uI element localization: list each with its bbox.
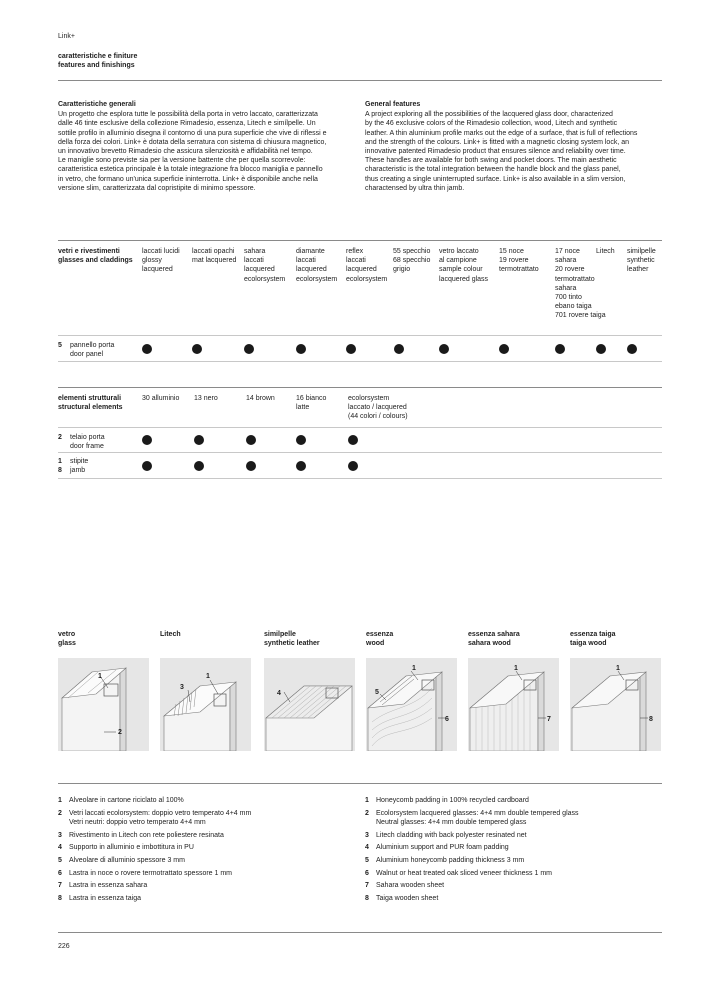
availability-dot	[394, 344, 404, 354]
legend-text: Lastra in noce o rovere termotrattato spessore 1 mm	[69, 869, 233, 877]
legend-number: 8	[365, 894, 369, 902]
availability-dot	[439, 344, 449, 354]
callout-number: 1	[98, 673, 102, 680]
callout-number: 1	[412, 665, 416, 672]
col-line: ecolorsystem	[296, 275, 338, 283]
section-label-it: essenza	[366, 631, 394, 638]
col-line: laccati opachi	[192, 248, 235, 255]
glass-col-diamante	[296, 247, 337, 284]
row-label-it: telaio porta	[70, 434, 105, 441]
legend-text: Rivestimento in Litech con rete poliestere resinata	[69, 831, 224, 839]
col-line: similpelle	[627, 248, 656, 255]
legend-item	[365, 881, 579, 891]
general-line: caratteristica estetica principale è la totale integrazione fra blocco maniglia e pannello	[58, 166, 323, 174]
legend-number: 6	[365, 869, 369, 877]
structural-row-rule	[58, 427, 662, 428]
legend-item	[365, 894, 579, 904]
section-label-synthetic-leather	[264, 630, 320, 648]
col-line: 19 rovere	[499, 257, 529, 265]
general-line: by the 46 exclusive colors of the Rimadesio collection, wood, Litech and synthetic	[365, 120, 618, 128]
col-line: latte	[296, 404, 310, 412]
general-features-en	[365, 100, 663, 193]
glass-col-noce-rovere	[499, 247, 539, 275]
col-line: grigio	[393, 266, 411, 274]
callout-number: 2	[118, 729, 122, 736]
col-line: laccati lucidi	[142, 248, 180, 255]
glasses-table-bottom-rule	[58, 361, 662, 362]
glass-col-vetro-laccato	[439, 247, 488, 284]
general-body-en	[365, 110, 663, 193]
general-line: Le maniglie sono previste sia per la versione battente che per quella scorrevole:	[58, 157, 306, 165]
section-label-en: synthetic leather	[264, 640, 320, 648]
general-line: leather. A thin aluminium profile marks out the edge of a surface, that is full of reflections	[365, 129, 638, 137]
struct-col-alluminio	[142, 394, 179, 403]
glasses-table-top-rule	[58, 240, 662, 241]
glasses-heading-en: glasses and claddings	[58, 257, 133, 265]
glasses-row-rule	[58, 335, 662, 336]
legend-item	[58, 843, 251, 853]
col-line: lacquered	[346, 266, 377, 274]
structural-heading-en: structural elements	[58, 404, 123, 412]
legend-text: Alveolare di alluminio spessore 3 mm	[69, 856, 185, 864]
col-line: 20 rovere	[555, 266, 585, 274]
col-line: termotrattato	[555, 275, 595, 283]
legend-number: 2	[365, 809, 369, 817]
section-drawing-taiga-wood	[570, 658, 661, 751]
row-label-it: stipite	[70, 458, 89, 465]
legend-text: Ecolorsystem lacquered glasses: 4+4 mm double tempered glass	[376, 809, 579, 817]
callout-number: 8	[649, 716, 653, 723]
legend-text: Lastra in essenza taiga	[69, 894, 141, 902]
row-label-en: door panel	[70, 351, 104, 359]
section-label-taiga-wood	[570, 630, 616, 648]
col-line: ecolorsystem	[346, 275, 388, 283]
col-line: 15 noce	[499, 248, 524, 255]
section-label-it: Litech	[160, 631, 181, 638]
col-line: glossy	[142, 257, 162, 265]
col-line: laccato / lacquered	[348, 404, 407, 412]
struct-col-nero	[194, 394, 218, 403]
legend-number: 4	[58, 844, 62, 852]
callout-number: 1	[514, 665, 518, 672]
availability-dot	[142, 435, 152, 445]
general-line: versione slim, caratterizzata dal copristipite di minimo spessore.	[58, 184, 256, 192]
section-drawing-synthetic-leather	[264, 658, 355, 751]
col-line: 13 nero	[194, 395, 218, 402]
legend-item	[58, 856, 251, 866]
section-drawing-litech	[160, 658, 251, 751]
general-line: dalle 46 tinte esclusive della collezione Rimadesio, essenza, Litech e simílpelle. Un	[58, 120, 316, 128]
legend-number: 8	[58, 894, 62, 902]
col-line: ebano taiga	[555, 303, 592, 311]
section-label-it: essenza sahara	[468, 631, 520, 638]
legend-item	[58, 869, 251, 879]
section-label-en: glass	[58, 640, 76, 648]
col-line: 14 brown	[246, 395, 275, 402]
col-line: sahara	[555, 257, 577, 265]
callout-number: 1	[206, 673, 210, 680]
general-line: un innovativo brevetto Rimadesio che assicura silenziosità e affidabilità nel tempo.	[58, 148, 313, 156]
availability-dot	[596, 344, 606, 354]
row-label-en: jamb	[70, 467, 86, 475]
legend-number: 7	[365, 882, 369, 890]
glass-col-sahara-taiga	[555, 247, 606, 321]
availability-dot	[296, 461, 306, 471]
legend-number: 5	[58, 856, 62, 864]
availability-dot	[244, 344, 254, 354]
availability-dot	[499, 344, 509, 354]
glass-col-specchio	[393, 247, 430, 275]
legend-item	[365, 831, 579, 841]
col-line: al campione	[439, 257, 477, 265]
legend-number: 3	[365, 831, 369, 839]
general-line: Un progetto che esplora tutte le possibilità della porta in vetro laccato, caratterizzata	[58, 111, 318, 119]
col-line: leather	[627, 266, 649, 274]
legend-en	[365, 796, 579, 903]
availability-dot	[346, 344, 356, 354]
legend-number: 7	[58, 882, 62, 890]
availability-dot	[627, 344, 637, 354]
col-line: laccati	[346, 257, 366, 265]
legend-item	[365, 796, 579, 806]
structural-heading	[58, 394, 123, 412]
row-number: 2	[58, 434, 62, 441]
callout-number: 3	[180, 684, 184, 691]
availability-dot	[348, 435, 358, 445]
availability-dot	[348, 461, 358, 471]
availability-dot	[192, 344, 202, 354]
availability-dot	[296, 435, 306, 445]
glass-col-sahara	[244, 247, 285, 284]
page-number: 226	[58, 943, 70, 950]
callout-number: 4	[277, 690, 281, 697]
row-door-frame	[58, 433, 105, 451]
row-door-panel	[58, 341, 114, 359]
col-line: ecolorsystem	[348, 395, 390, 402]
legend-number: 1	[365, 797, 369, 804]
col-line: sample colour	[439, 266, 483, 274]
row-number-2: 8	[58, 467, 62, 475]
header-divider	[58, 80, 662, 81]
col-line: lacquered	[296, 266, 327, 274]
general-title-it: Caratteristiche generali	[58, 101, 136, 108]
structural-table-bottom-rule	[58, 478, 662, 479]
general-line: characteristic is the total integration between the handle block and the glass panel,	[365, 166, 621, 174]
structural-heading-it: elementi strutturali	[58, 395, 122, 402]
section-label-en: wood	[366, 640, 385, 648]
legend-text: Lastra in essenza sahara	[69, 882, 148, 890]
col-line: mat lacquered	[192, 257, 237, 265]
legend-top-rule	[58, 783, 662, 784]
legend-text-2: Vetri neutri: doppio vetro temperato 4+4 mm	[69, 819, 206, 827]
legend-number: 4	[365, 844, 369, 852]
col-line: 701 rovere taiga	[555, 312, 606, 320]
footer-rule	[58, 932, 662, 933]
legend-text: Supporto in alluminio e imbottitura in PU	[69, 844, 194, 852]
legend-number: 3	[58, 831, 62, 839]
col-line: 16 bianco	[296, 395, 327, 402]
col-line: termotrattato	[499, 266, 539, 274]
col-line: lacquered glass	[439, 275, 489, 283]
legend-number: 5	[365, 856, 369, 864]
general-line: thus creating a single uninterrupted surface. Link+ is also available in a slim version,	[365, 175, 626, 183]
availability-dot	[555, 344, 565, 354]
availability-dot	[142, 461, 152, 471]
callout-number: 6	[445, 716, 449, 723]
col-line: Litech	[596, 248, 615, 255]
section-label-en: sahara wood	[468, 640, 511, 648]
legend-item	[365, 843, 579, 853]
section-label-sahara-wood	[468, 630, 520, 648]
general-line: della forza dei colori. Link+ è dotata della serratura con sistema di chiusura magnetico,	[58, 138, 327, 146]
legend-item	[58, 894, 251, 904]
legend-number: 2	[58, 809, 62, 817]
callout-number: 7	[547, 716, 551, 723]
structural-row-rule	[58, 452, 662, 453]
legend-text: Taiga wooden sheet	[376, 894, 439, 902]
col-line: 17 noce	[555, 248, 580, 255]
row-jamb	[58, 457, 88, 475]
col-line: 68 specchio	[393, 257, 431, 265]
subtitle-it: caratteristiche e finiture	[58, 53, 138, 60]
col-line: 700 tinto	[555, 294, 582, 302]
col-line: reflex	[346, 248, 364, 255]
row-number: 1	[58, 458, 62, 465]
general-line: These handles are available for both swing and pocket doors. The main aesthetic	[365, 157, 617, 165]
legend-text: Vetri laccati ecolorsystem: doppio vetro temperato 4+4 mm	[69, 809, 252, 817]
legend-number: 1	[58, 797, 62, 804]
callout-number: 1	[616, 665, 620, 672]
col-line: synthetic	[627, 257, 655, 265]
legend-it	[58, 796, 251, 903]
callout-number: 5	[375, 689, 379, 696]
col-line: laccati	[244, 257, 264, 265]
struct-col-bianco	[296, 394, 326, 412]
glasses-heading-it: vetri e rivestimenti	[58, 248, 120, 255]
col-line: 30 alluminio	[142, 395, 180, 402]
legend-item	[58, 881, 251, 891]
glass-col-reflex	[346, 247, 387, 284]
general-line: in vetro, che formano un'unica superficie ininterrotta. Link+ è disponibile anche nella	[58, 175, 318, 183]
legend-text: Honeycomb padding in 100% recycled cardboard	[376, 797, 529, 804]
section-label-wood	[366, 630, 393, 648]
glass-col-similpelle	[627, 247, 656, 275]
legend-item	[365, 856, 579, 866]
section-label-glass	[58, 630, 76, 648]
general-line: sottile profilo in alluminio disegna il contorno di una pura superficie che vive di riflessi e	[58, 129, 327, 137]
legend-item	[58, 809, 251, 828]
section-label-litech	[160, 630, 181, 639]
section-label-it: essenza taiga	[570, 631, 616, 638]
col-line: lacquered	[142, 266, 173, 274]
col-line: diamante	[296, 248, 325, 255]
col-line: (44 colori / colours)	[348, 413, 408, 421]
legend-text: Aluminium honeycomb padding thickness 3 mm	[376, 856, 525, 864]
availability-dot	[296, 344, 306, 354]
section-label-en: taiga wood	[570, 640, 607, 648]
glass-col-laccati-lucidi	[142, 247, 180, 275]
legend-item	[58, 796, 251, 806]
general-features-it	[58, 100, 354, 193]
legend-text: Litech cladding with back polyester resinated net	[376, 831, 527, 839]
availability-dot	[142, 344, 152, 354]
availability-dot	[246, 461, 256, 471]
col-line: laccati	[296, 257, 316, 265]
col-line: sahara	[555, 284, 577, 292]
glass-col-laccati-opachi	[192, 247, 236, 265]
legend-item	[365, 809, 579, 828]
legend-item	[365, 869, 579, 879]
availability-dot	[246, 435, 256, 445]
general-title-en: General features	[365, 101, 421, 108]
general-line: innovative patented Rimadesio product that ensures silence and reliability over time.	[365, 148, 626, 156]
legend-item	[58, 831, 251, 841]
legend-number: 6	[58, 869, 62, 877]
product-name: Link+	[58, 33, 75, 40]
col-line: vetro laccato	[439, 248, 479, 255]
section-drawing-sahara-wood	[468, 658, 559, 751]
availability-dot	[194, 461, 204, 471]
general-line: A project exploring all the possibilities of the lacquered glass door, characterized	[365, 111, 613, 119]
col-line: ecolorsystem	[244, 275, 286, 283]
row-label-en: door frame	[70, 443, 104, 451]
availability-dot	[194, 435, 204, 445]
row-number: 5	[58, 342, 62, 349]
struct-col-brown	[246, 394, 275, 403]
legend-text: Walnut or heat treated oak sliced veneer thickness 1 mm	[376, 869, 552, 877]
general-body-it	[58, 110, 354, 193]
legend-text: Alveolare in cartone riciclato al 100%	[69, 797, 184, 804]
section-drawing-glass	[58, 658, 149, 751]
legend-text-2: Neutral glasses: 4+4 mm double tempered glass	[376, 819, 527, 827]
general-line: charactensed by ultra thin jamb.	[365, 184, 465, 192]
legend-text: Sahara wooden sheet	[376, 882, 445, 890]
subtitle-en: features and finishings	[58, 62, 135, 69]
row-label-it: pannello porta	[70, 342, 115, 349]
col-line: lacquered	[244, 266, 275, 274]
structural-table-top-rule	[58, 387, 662, 388]
col-line: sahara	[244, 248, 266, 255]
struct-col-ecolorsystem	[348, 394, 408, 422]
general-line: and the strength of the colours. Link+ is fitted with a magnetic closing system lock, an	[365, 138, 629, 146]
col-line: 55 specchio	[393, 248, 431, 255]
glasses-heading	[58, 247, 133, 265]
glass-col-litech	[596, 247, 615, 256]
legend-text: Aluminium support and PUR foam padding	[376, 844, 509, 852]
section-label-it: similpelle	[264, 631, 296, 638]
section-drawing-wood	[366, 658, 457, 751]
section-label-it: vetro	[58, 631, 76, 638]
